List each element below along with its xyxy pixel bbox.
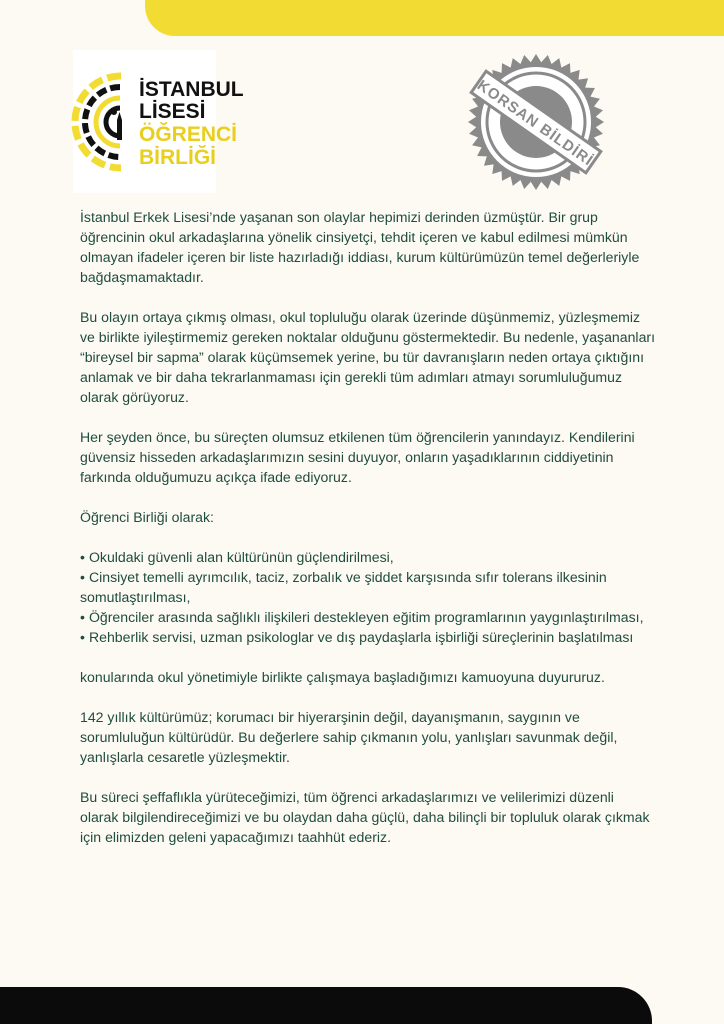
- pirate-leaflet-stamp: [466, 52, 606, 192]
- paragraph-6: 142 yıllık kültürümüz; korumacı bir hiyerarşinin değil, dayanışmanın, saygının ve sorumluluğun kültürüdür. Bu değerlere sahip çıkmanın yolu, yanlışları savunmak değil, yanlışlarla cesaretle yüzleşmektir.: [80, 709, 618, 765]
- paragraph-2: Bu olayın ortaya çıkmış olması, okul topluluğu olarak üzerinde düşünmemiz, yüzleşmemiz ve birlikte iyileştirmemiz gereken noktalar olduğunu göstermektedir. Bu nedenle, yaşananları “bireysel bir sapma” olarak küçümsemek yerine, bu tür davranışların neden ortaya çıktığını anlamak ve bir daha tekrarlanmaması için gerekli tüm adımları atmayı sorumluluğumuz olarak görüyoruz.: [80, 309, 656, 405]
- logo-emblem-icon: [73, 50, 244, 193]
- commitment-list: [80, 547, 655, 647]
- top-accent-bar: [145, 0, 724, 36]
- logo-line-1: İSTANBUL: [139, 78, 244, 101]
- stamp-text: KORSAN BİLDİRİ: [474, 76, 597, 170]
- logo-line-4: BİRLİĞİ: [139, 146, 216, 169]
- list-item: • Rehberlik servisi, uzman psikologlar ve dış paydaşlarla işbirliği süreçlerinin başlatılması: [80, 629, 634, 645]
- student-union-logo: [73, 50, 244, 193]
- paragraph-7: Bu süreci şeffaflıkla yürüteceğimizi, tüm öğrenci arkadaşlarımızı ve velilerimizi düzenli olarak bilgilendireceğimizi ve bu olaydan daha güçlü, daha bilinçli bir topluluk olarak çıkmak için elimizden geleni yapacağımızı taahhüt ederiz.: [80, 789, 650, 845]
- logo-line-2: LİSESİ: [139, 100, 206, 123]
- list-item: • Öğrenciler arasında sağlıklı ilişkileri destekleyen eğitim programlarının yaygınlaştırılması,: [80, 609, 644, 625]
- paragraph-5: konularında okul yönetimiyle birlikte çalışmaya başladığımızı kamuoyuna duyururuz.: [80, 669, 605, 685]
- paragraph-4: Öğrenci Birliği olarak:: [80, 509, 214, 525]
- bottom-footer-bar: [0, 987, 652, 1024]
- logo-line-3: ÖĞRENCİ: [139, 123, 238, 146]
- statement-body: [80, 207, 655, 867]
- list-item: • Okuldaki güvenli alan kültürünün güçlendirilmesi,: [80, 549, 394, 565]
- paragraph-3: Her şeyden önce, bu süreçten olumsuz etkilenen tüm öğrencilerin yanındayız. Kendilerini güvensiz hisseden arkadaşlarımızın sesini duyuyor, onların yaşadıklarının ciddiyetinin farkında olduğumuzu açıkça ifade ediyoruz.: [80, 429, 635, 485]
- paragraph-1: İstanbul Erkek Lisesi’nde yaşanan son olaylar hepimizi derinden üzmüştür. Bir grup öğrencinin okul arkadaşlarına yönelik cinsiyetçi, tehdit içeren ve kabul edilmesi mümkün olmayan ifadeler içeren bir liste hazırladığı iddiası, kurum kültürümüzün temel değerleriyle bağdaşmamaktadır.: [80, 209, 640, 285]
- list-item: • Cinsiyet temelli ayrımcılık, taciz, zorbalık ve şiddet karşısında sıfır tolerans ilkesinin somutlaştırılması,: [80, 569, 607, 605]
